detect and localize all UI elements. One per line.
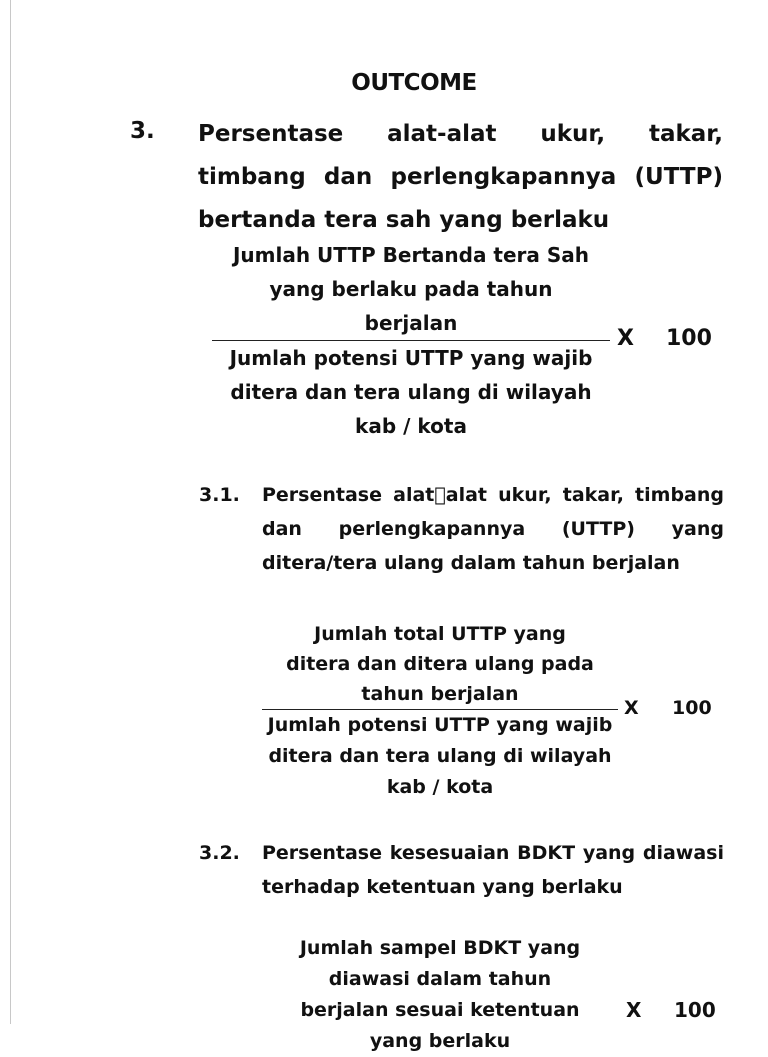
item-3-denominator: Jumlah potensi UTTP yang wajib ditera dan tera ulang di wilayah kab / kota	[229, 346, 593, 438]
item-3-numerator: Jumlah UTTP Bertanda tera Sah yang berlaku pada tahun berjalan	[232, 243, 589, 335]
item-3-1-number: 3.1.	[199, 484, 240, 506]
item-3-1-denominator: Jumlah potensi UTTP yang wajib ditera dan tera ulang di wilayah kab / kota	[267, 714, 613, 798]
item-3-2-multiplier: 100	[674, 998, 716, 1022]
item-3-1-multiplier: 100	[672, 697, 712, 719]
scan-edge-line	[10, 0, 11, 1024]
item-3-2-numerator: Jumlah sampel BDKT yang diawasi dalam tahun berjalan sesuai ketentuan yang berlaku	[299, 937, 581, 1052]
item-3-1-formula	[262, 619, 618, 803]
item-3-2-number: 3.2.	[199, 842, 240, 864]
item-3-1-text: Persentase alat alat ukur, takar, timbang dan perlengkapannya (UTTP) yang ditera/tera ulang dalam tahun berjalan	[262, 484, 724, 574]
item-3-text: Persentase alat-alat ukur, takar, timbang dan perlengkapannya (UTTP) bertanda tera sah yang berlaku	[198, 121, 723, 233]
item-3-2-times-sign: X	[626, 998, 642, 1022]
item-3-number: 3.	[130, 118, 155, 144]
item-3-1-times-sign: X	[624, 697, 639, 719]
page-heading: OUTCOME	[351, 70, 477, 96]
item-3-1-numerator: Jumlah total UTTP yang ditera dan ditera ulang pada tahun berjalan	[286, 623, 594, 705]
item-3-multiplier: 100	[666, 326, 712, 351]
item-3-2-formula	[262, 933, 618, 1057]
item-3-times-sign: X	[617, 326, 634, 351]
item-3-2-text: Persentase kesesuaian BDKT yang diawasi terhadap ketentuan yang berlaku	[262, 842, 724, 898]
item-3-formula	[212, 238, 610, 443]
